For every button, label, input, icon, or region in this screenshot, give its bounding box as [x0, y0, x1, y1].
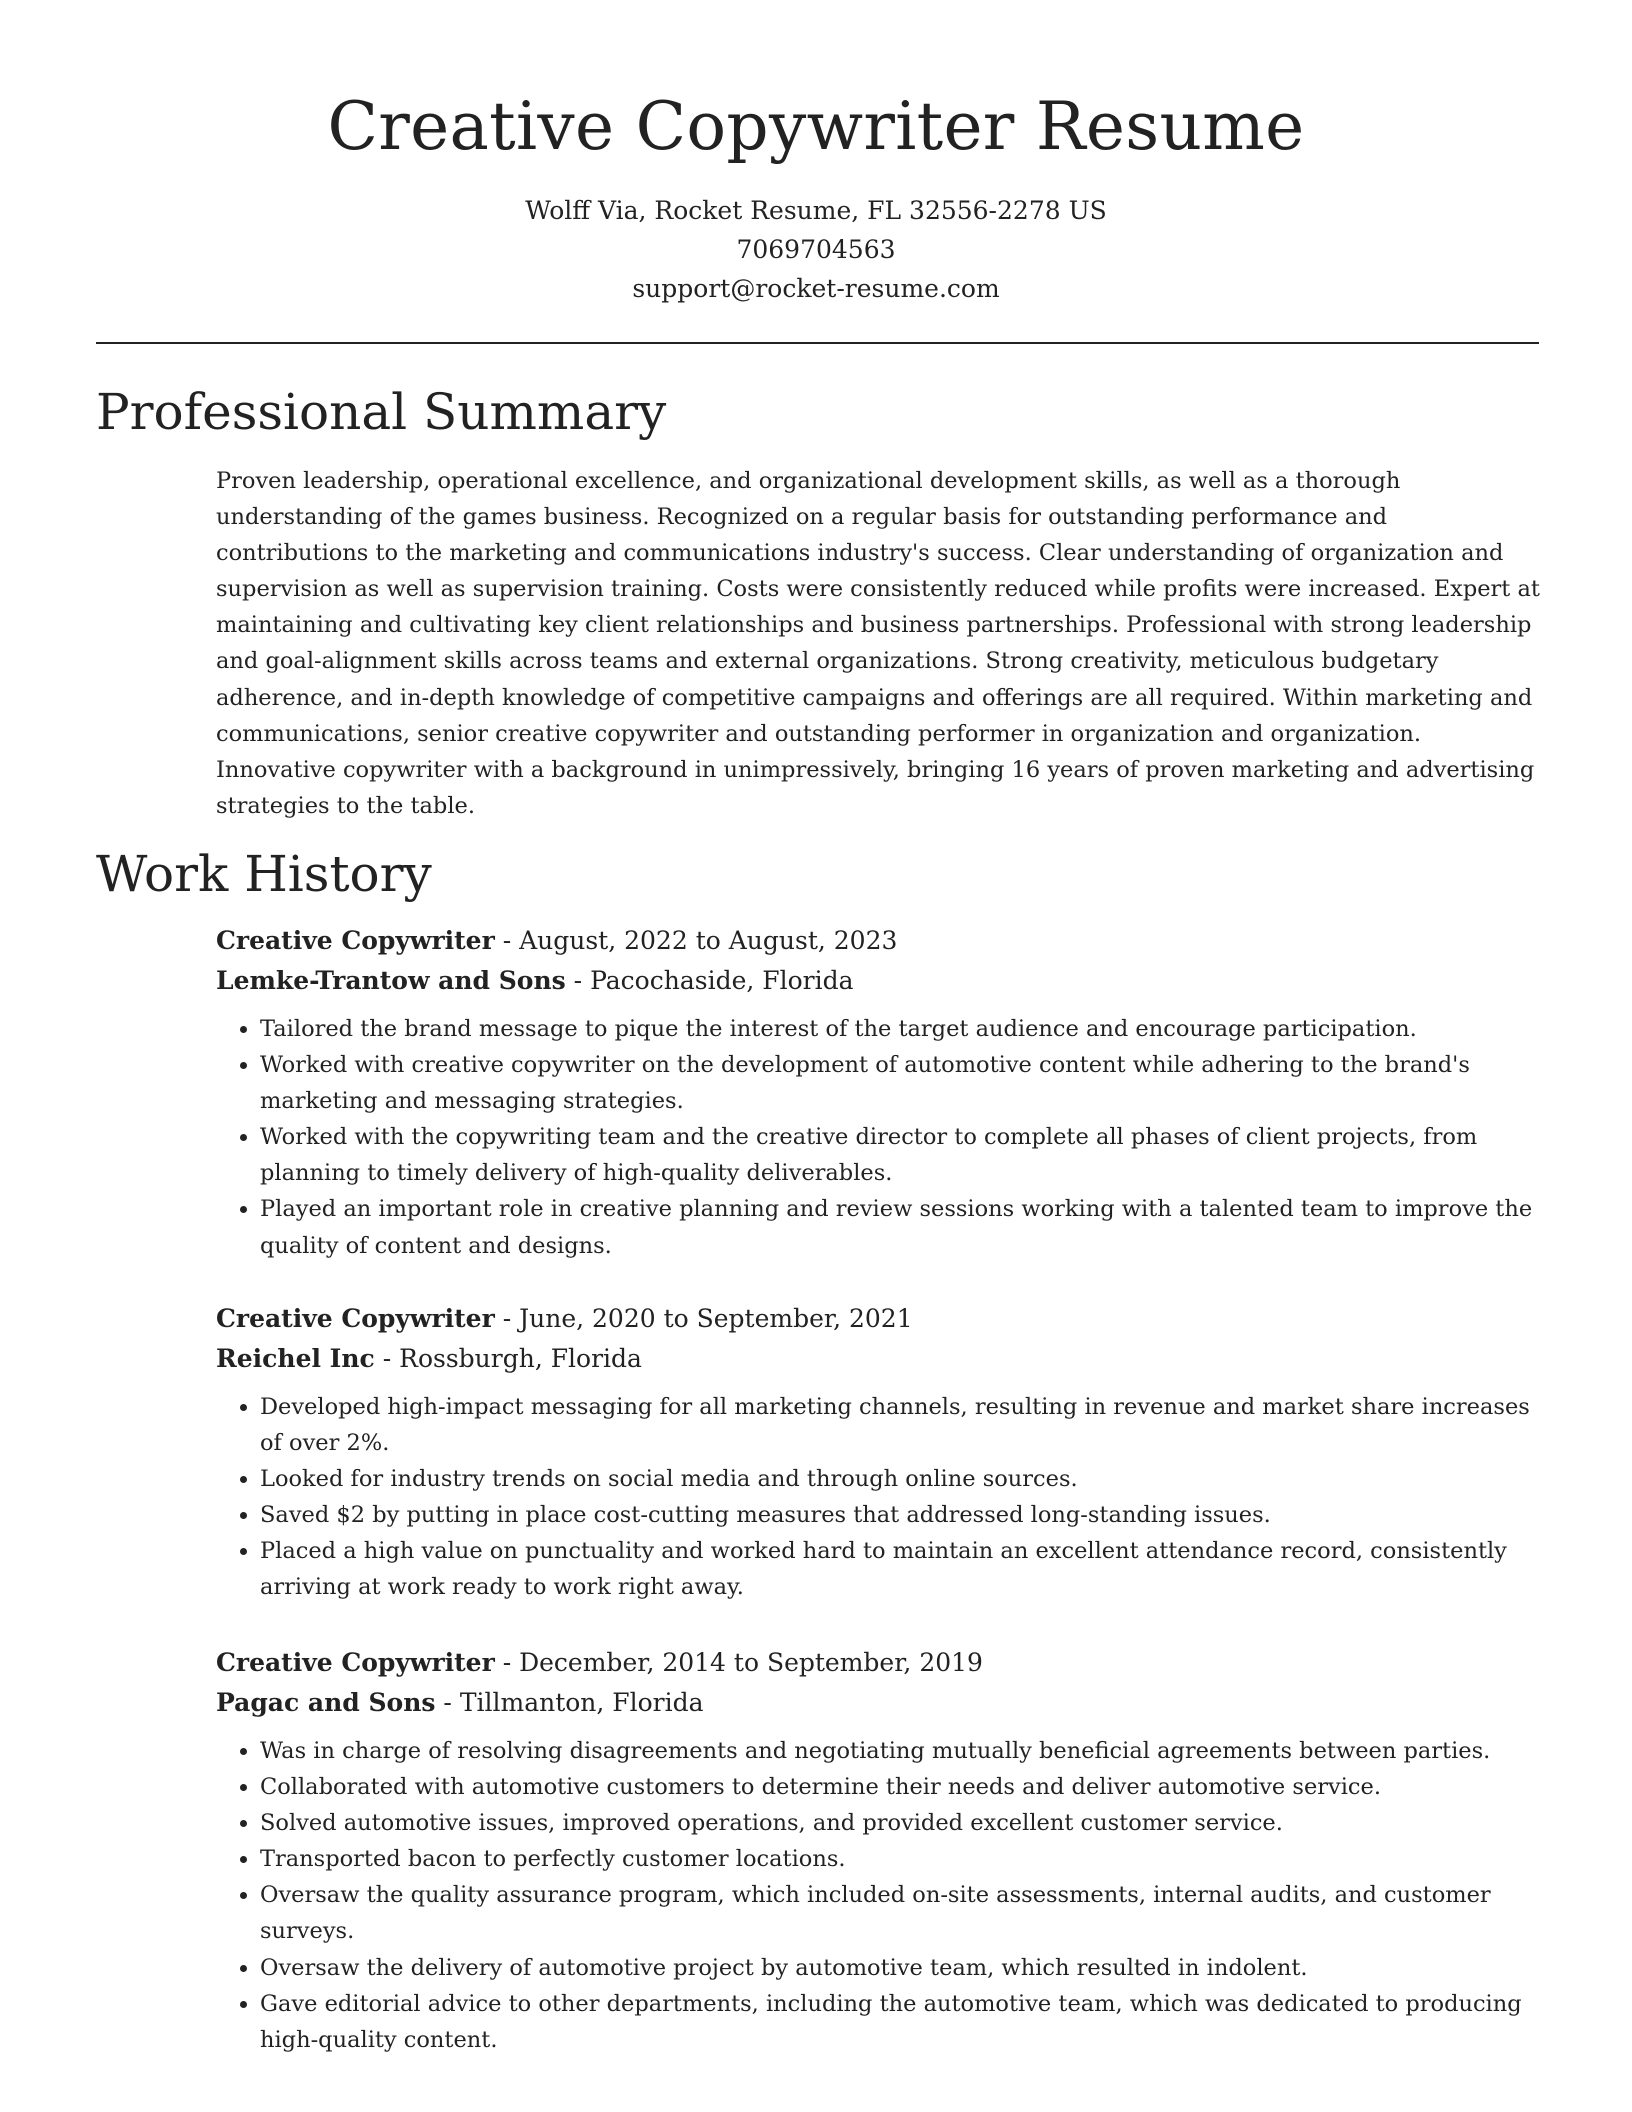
contact-block	[0, 191, 1632, 308]
job-bullet: • Oversaw the quality assurance program, which included on-site assessments, internal audits, and customer surveys.	[260, 1877, 1546, 1949]
job-bullet: • Placed a high value on punctuality and worked hard to maintain an excellent attendance record, consistently arriving at work ready to work right away.	[260, 1533, 1546, 1605]
contact-address: Wolff Via, Rocket Resume, FL 32556-2278 US	[525, 196, 1107, 225]
job-company: Reichel Inc	[216, 1344, 375, 1373]
job-title: Creative Copywriter	[216, 1304, 495, 1333]
job-bullet: • Collaborated with automotive customers to determine their needs and deliver automotive service.	[260, 1769, 1546, 1805]
job-title-line: Creative Copywriter - December, 2014 to September, 2019	[216, 1648, 983, 1677]
job-company-line: Lemke-Trantow and Sons - Pacochaside, Florida	[216, 966, 854, 995]
job-bullet: • Worked with creative copywriter on the development of automotive content while adhering to the brand's marketing and messaging strategies.	[260, 1047, 1546, 1119]
contact-email: support@rocket-resume.com	[632, 274, 1000, 303]
job-bullet: • Gave editorial advice to other departments, including the automotive team, which was dedicated to producing high-quality content.	[260, 1986, 1546, 2058]
job-bullet: • Saved $2 by putting in place cost-cutting measures that addressed long-standing issues.	[260, 1497, 1546, 1533]
job-entry	[216, 1299, 1546, 1606]
job-bullets	[216, 1389, 1546, 1606]
job-bullet: • Worked with the copywriting team and the creative director to complete all phases of client projects, from planning to timely delivery of high-quality deliverables.	[260, 1119, 1546, 1191]
job-bullet: • Oversaw the delivery of automotive project by automotive team, which resulted in indolent.	[260, 1950, 1546, 1986]
summary-heading: Professional Summary	[96, 383, 667, 441]
job-company: Lemke-Trantow and Sons	[216, 966, 566, 995]
resume-title: Creative Copywriter Resume	[327, 88, 1305, 165]
header-divider	[96, 342, 1539, 344]
job-bullet: • Transported bacon to perfectly customer locations.	[260, 1841, 1546, 1877]
job-location: Pacochaside, Florida	[590, 966, 854, 995]
job-dates: December, 2014 to September, 2019	[519, 1648, 983, 1677]
job-title: Creative Copywriter	[216, 1648, 495, 1677]
job-entry	[216, 921, 1546, 1264]
work-history-heading: Work History	[96, 845, 432, 903]
job-dates: June, 2020 to September, 2021	[519, 1304, 913, 1333]
job-bullets	[216, 1011, 1546, 1264]
job-dates: August, 2022 to August, 2023	[519, 926, 898, 955]
job-bullet: • Tailored the brand message to pique the interest of the target audience and encourage participation.	[260, 1011, 1546, 1047]
job-company-line: Reichel Inc - Rossburgh, Florida	[216, 1344, 642, 1373]
job-company-line: Pagac and Sons - Tillmanton, Florida	[216, 1688, 704, 1717]
contact-phone: 7069704563	[736, 235, 896, 264]
job-company: Pagac and Sons	[216, 1688, 436, 1717]
job-bullet: • Looked for industry trends on social media and through online sources.	[260, 1461, 1546, 1497]
job-location: Tillmanton, Florida	[459, 1688, 704, 1717]
job-title-line: Creative Copywriter - August, 2022 to August, 2023	[216, 926, 898, 955]
summary-text: Proven leadership, operational excellence, and organizational development skills, as well as a thorough understanding of the games business. Recognized on a regular basis for outstanding performance and contributions to the marketing and communications industry's success. Clear understanding of organization and supervision as well as supervision training. Costs were consistently reduced while profits were increased. Expert at maintaining and cultivating key client relationships and business partnerships. Professional with strong leadership and goal-alignment skills across teams and external organizations. Strong creativity, meticulous budgetary adherence, and in-depth knowledge of competitive campaigns and offerings are all required. Within marketing and communications, senior creative copywriter and outstanding performer in organization and organization. Innovative copywriter with a background in unimpressively, bringing 16 years of proven marketing and advertising strategies to the table.	[216, 468, 1540, 819]
job-bullet: • Played an important role in creative planning and review sessions working with a talented team to improve the quality of content and designs.	[260, 1191, 1546, 1263]
job-bullet: • Was in charge of resolving disagreements and negotiating mutually beneficial agreements between parties.	[260, 1733, 1546, 1769]
job-bullets	[216, 1733, 1546, 2058]
job-bullet: • Developed high-impact messaging for all marketing channels, resulting in revenue and market share increases of over 2%.	[260, 1389, 1546, 1461]
job-title-line: Creative Copywriter - June, 2020 to September, 2021	[216, 1304, 913, 1333]
job-location: Rossburgh, Florida	[399, 1344, 642, 1373]
job-bullet: • Solved automotive issues, improved operations, and provided excellent customer service.	[260, 1805, 1546, 1841]
job-title: Creative Copywriter	[216, 926, 495, 955]
job-entry	[216, 1643, 1546, 2058]
